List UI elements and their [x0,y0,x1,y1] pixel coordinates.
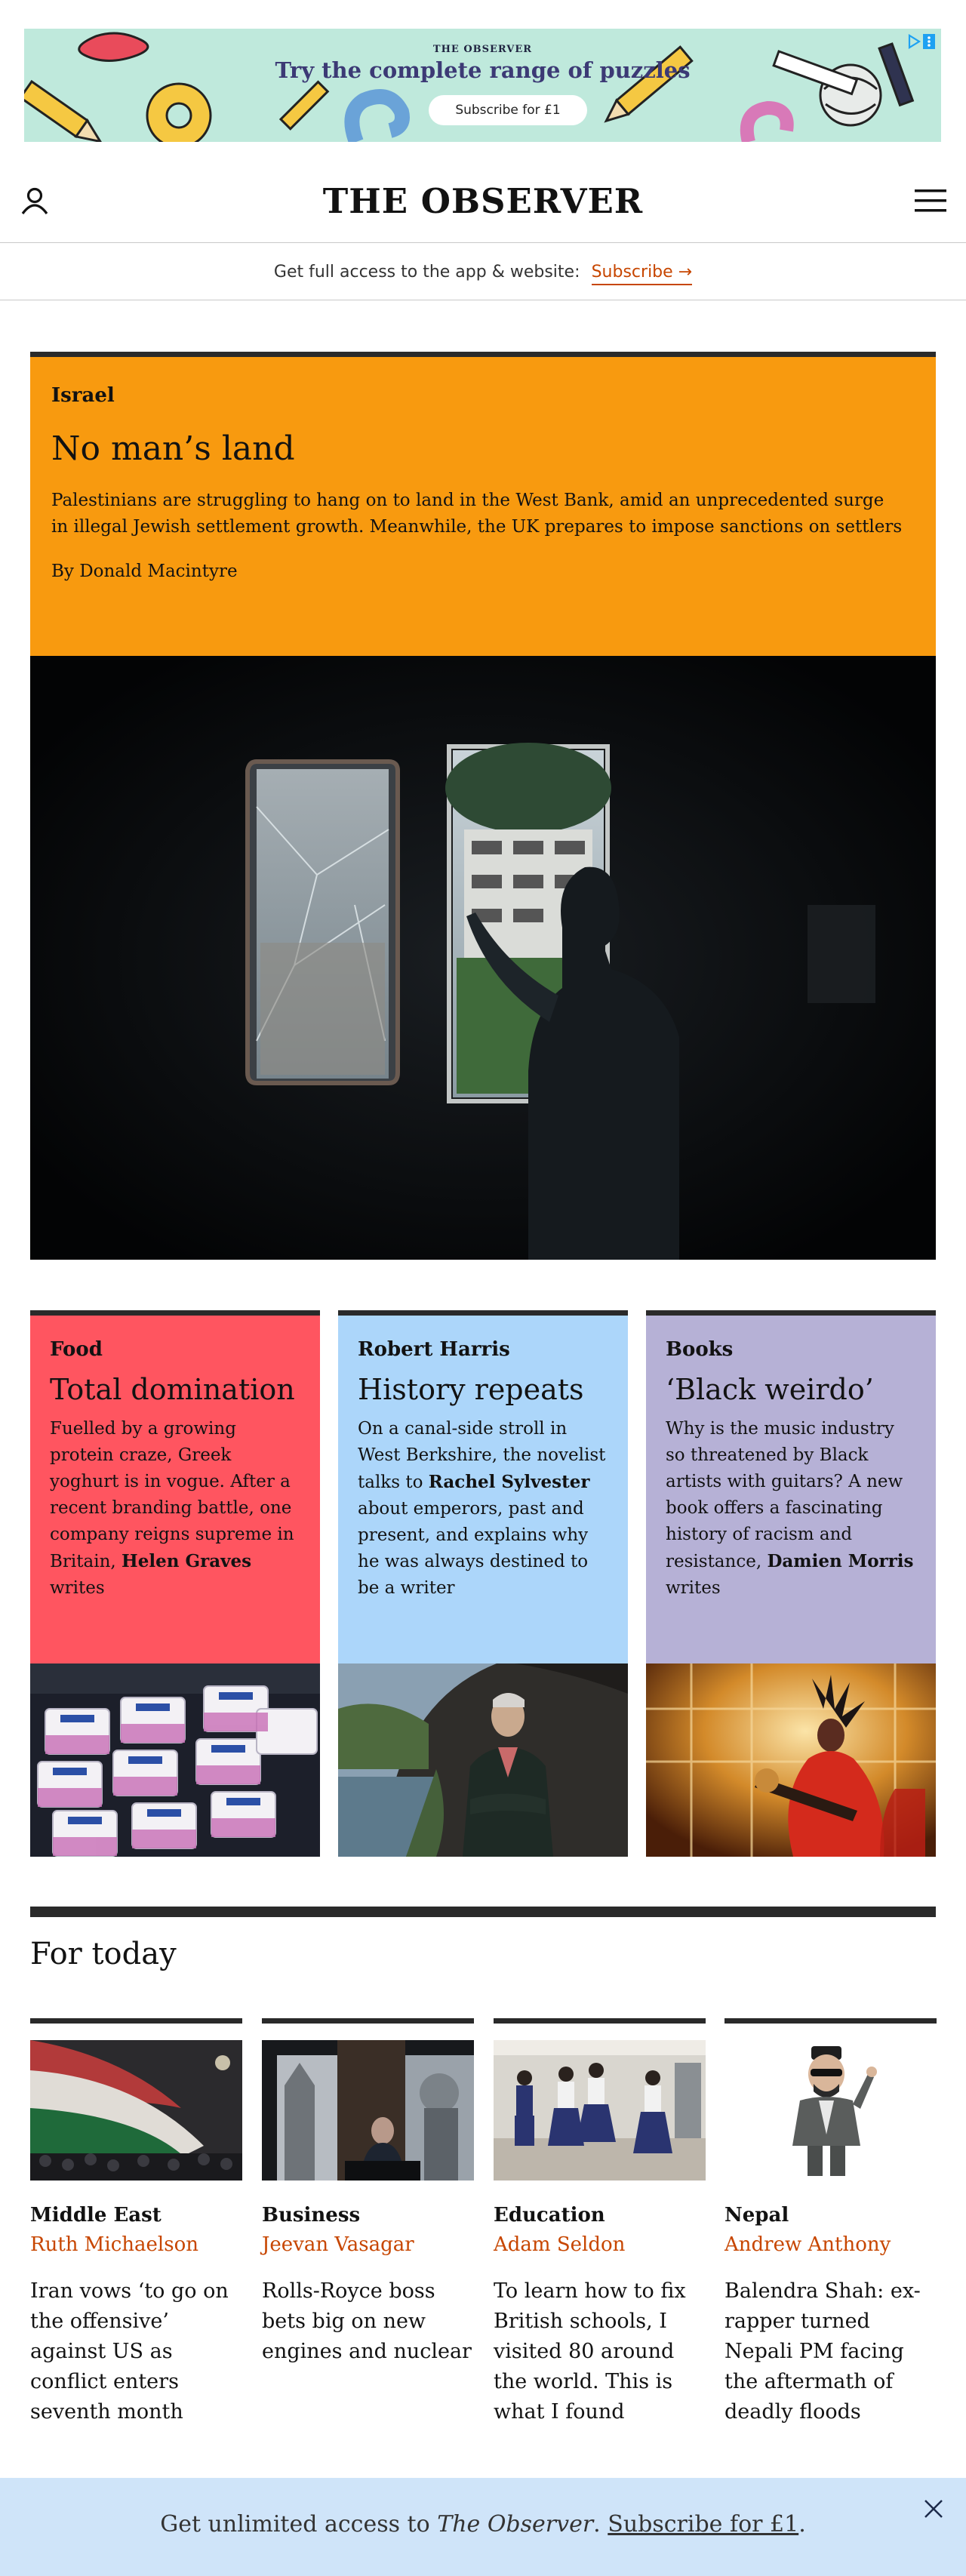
feature-card-food[interactable] [30,1310,320,1857]
today-card-nepal[interactable] [724,2018,937,2441]
flag-protest-illustration [30,2040,242,2181]
today-top-rule [262,2018,474,2024]
subscription-banner-text [0,2511,966,2538]
hero-byline: By Donald Macintyre [51,562,238,581]
today-top-rule [494,2018,706,2024]
feature-desc-author: Damien Morris [767,1551,914,1571]
today-card-business[interactable] [262,2018,474,2441]
feature-photo-yoghurt[interactable] [30,1663,320,1857]
school-corridor-illustration [494,2040,706,2181]
banner-sep: . [593,2511,601,2538]
today-thumb-school[interactable] [494,2040,706,2181]
today-author[interactable]: Jeevan Vasagar [262,2233,414,2256]
banner-subscribe-link[interactable]: Subscribe for £1 [608,2511,799,2538]
feature-desc-text-end: about emperors, past and present, and explains why he was always destined to be a writer [358,1499,589,1598]
guitarist-stage-illustration [646,1663,936,1857]
ad-subscribe-button[interactable]: Subscribe for £1 [429,95,587,125]
today-author[interactable]: Adam Seldon [494,2233,626,2256]
today-kicker: Business [262,2204,361,2227]
hero-photo[interactable] [30,656,936,1260]
site-header [0,158,966,243]
hamburger-menu-icon[interactable] [913,186,948,216]
feature-desc [666,1416,916,1602]
feature-desc-text: Fuelled by a growing protein craze, Greek yoghurt is in vogue. After a recent branding battle, one company reigns supreme in Britain, [50,1419,294,1571]
feature-desc-text-end: writes [50,1578,105,1598]
hero-article[interactable] [30,352,936,1260]
ad-choices-icon[interactable] [906,33,937,50]
today-author[interactable]: Ruth Michaelson [30,2233,198,2256]
today-top-rule [30,2018,242,2024]
canal-portrait-illustration [338,1663,628,1857]
feature-card-body[interactable] [30,1316,320,1663]
today-thumb-balendra-shah[interactable] [724,2040,937,2181]
banner-text-pre: Get unlimited access to [160,2511,430,2538]
hero-photo-illustration [30,656,936,1260]
for-today-rule [30,1907,936,1917]
feature-card-robert-harris[interactable] [338,1310,628,1857]
puzzles-ad-banner[interactable] [24,29,941,142]
feature-title[interactable]: History repeats [358,1373,584,1406]
access-subscribe-link[interactable]: Subscribe → [592,263,693,285]
banner-period: . [798,2511,806,2538]
feature-desc-author: Rachel Sylvester [428,1472,590,1492]
hero-kicker: Israel [51,384,115,407]
feature-photo-guitarist[interactable] [646,1663,936,1857]
hero-card[interactable] [30,357,936,656]
feature-kicker: Food [50,1338,103,1361]
today-headline[interactable]: To learn how to fix British schools, I visited 80 around the world. This is what I found [494,2279,686,2424]
hero-standfirst: Palestinians are struggling to hang on to land in the West Bank, amid an unprecedented surge in illegal Jewish settlement growth. Meanwhile, the UK prepares to impose sanctions on settlers [51,491,903,537]
ad-headline: Try the complete range of puzzles [275,57,691,83]
feature-desc-text-end: writes [666,1578,721,1598]
today-kicker: Middle East [30,2204,162,2227]
hero-top-rule [30,352,936,357]
today-card-middle-east[interactable] [30,2018,242,2441]
office-portrait-illustration [262,2040,474,2181]
yoghurt-pots-illustration [30,1663,320,1857]
feature-top-rule [338,1310,628,1316]
today-headline[interactable]: Balendra Shah: ex-rapper turned Nepali PM facing the aftermath of deadly floods [724,2279,921,2424]
feature-kicker: Robert Harris [358,1338,510,1361]
feature-card-body[interactable] [646,1316,936,1663]
today-card-education[interactable] [494,2018,706,2441]
feature-photo-canal[interactable] [338,1663,628,1857]
access-bar-text: Get full access to the app & website: [273,263,580,282]
today-top-rule [724,2018,937,2024]
today-author[interactable]: Andrew Anthony [724,2233,891,2256]
feature-top-rule [30,1310,320,1316]
banner-brand: The Observer [437,2511,594,2538]
subscription-banner [0,2478,966,2576]
today-thumb-protest[interactable] [30,2040,242,2181]
feature-desc [50,1416,300,1602]
site-logo[interactable]: THE OBSERVER [322,181,644,221]
for-today-title: For today [30,1937,177,1971]
feature-kicker: Books [666,1338,734,1361]
ad-brand: THE OBSERVER [432,44,533,55]
access-bar [0,244,966,300]
feature-desc-text: On a canal-side stroll in West Berkshire, the novelist talks to [358,1419,606,1492]
feature-title[interactable]: ‘Black weirdo’ [666,1373,874,1406]
feature-card-body[interactable] [338,1316,628,1663]
feature-card-books[interactable] [646,1310,936,1857]
feature-desc-text: Why is the music industry so threatened by Black artists with guitars? A new book offers a fascinating history of racism and resistance, [666,1419,903,1571]
today-headline[interactable]: Iran vows ‘to go on the offensive’ against US as conflict enters seventh month [30,2279,229,2424]
today-headline[interactable]: Rolls-Royce boss bets big on new engines and nuclear [262,2279,472,2363]
feature-title[interactable]: Total domination [50,1373,295,1406]
today-thumb-rolls-royce[interactable] [262,2040,474,2181]
today-kicker: Nepal [724,2204,789,2227]
feature-desc-author: Helen Graves [122,1551,252,1571]
close-icon[interactable] [921,2496,946,2522]
feature-desc [358,1416,608,1602]
hero-title[interactable]: No man’s land [51,429,295,468]
feature-top-rule [646,1310,936,1316]
caricature-illustration [724,2040,937,2181]
today-kicker: Education [494,2204,605,2227]
